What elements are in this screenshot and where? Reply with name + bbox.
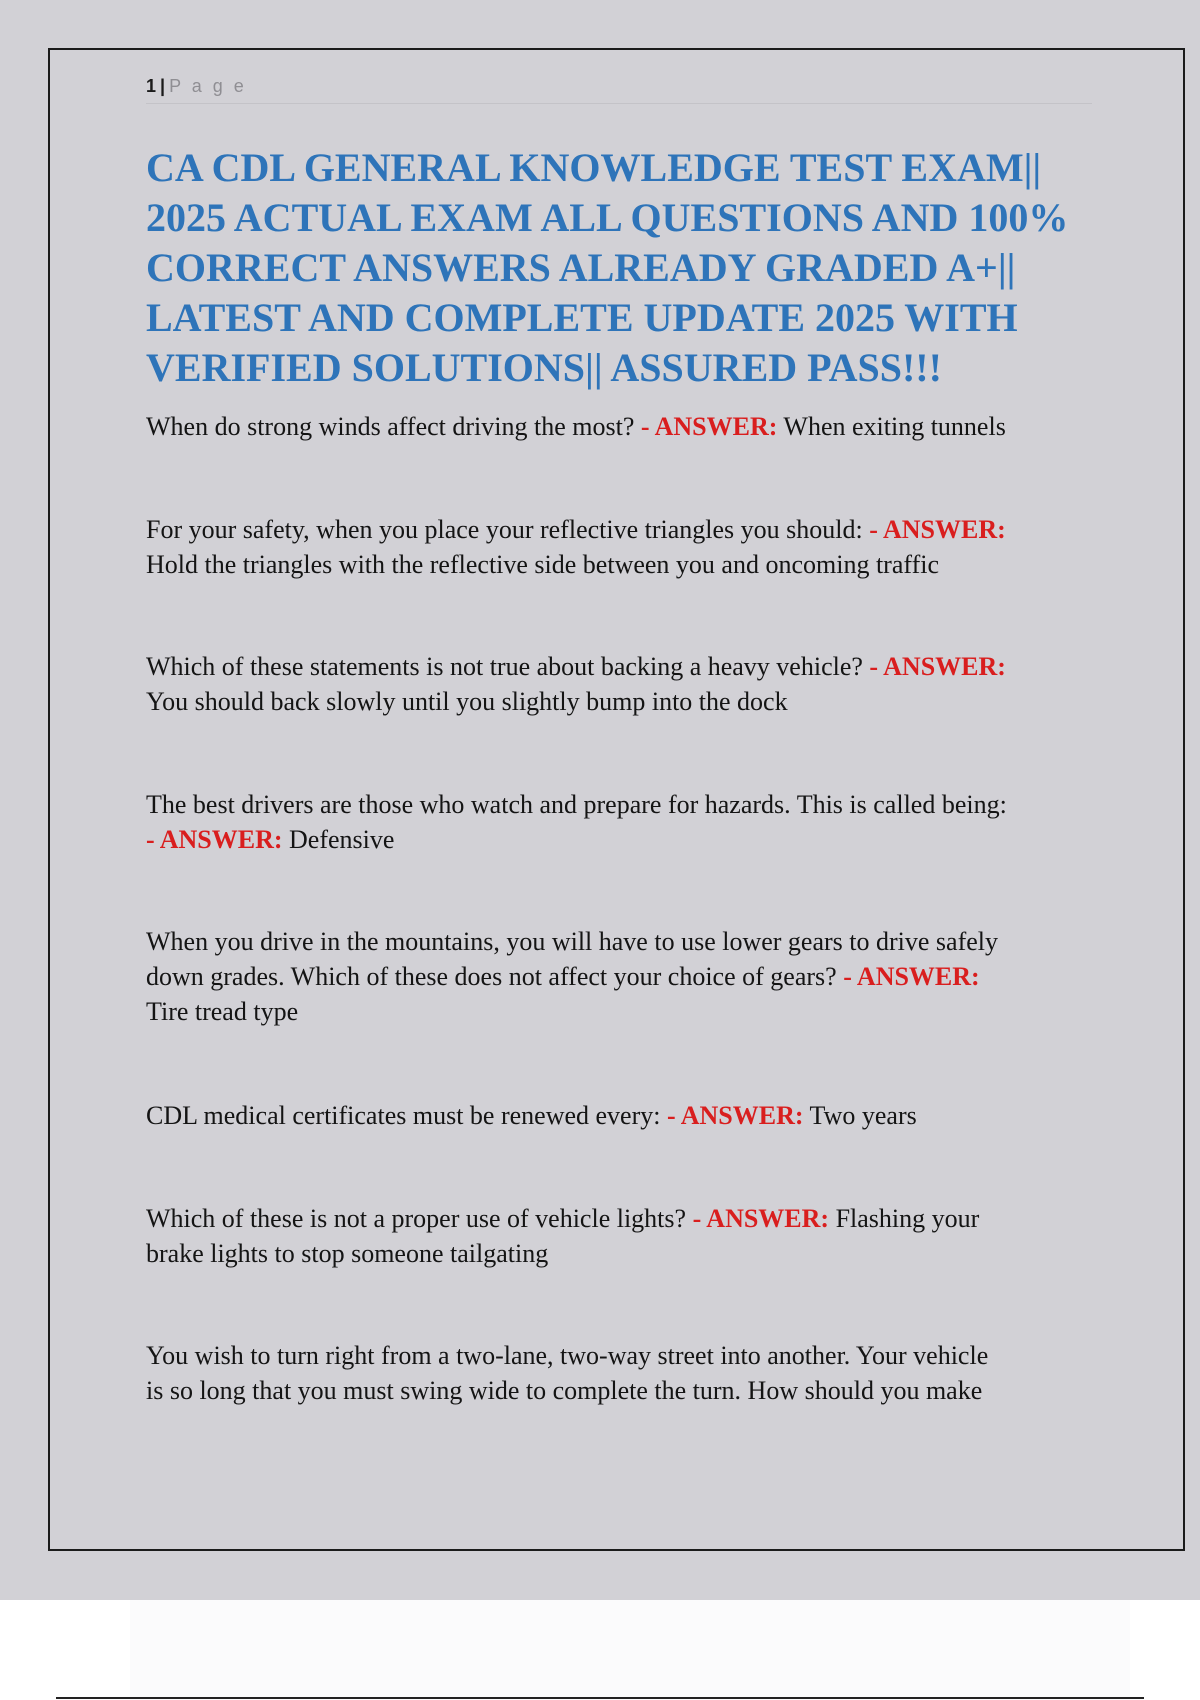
page-number: 1 (146, 76, 157, 96)
answer-text: Defensive (282, 825, 395, 854)
answer-text: Two years (803, 1101, 917, 1130)
answer-text: Flashing your (829, 1204, 980, 1233)
question-item (146, 1338, 1096, 1408)
question-text: Which of these is not a proper use of vehicle lights? (146, 1204, 693, 1233)
answer-text: brake lights to stop someone tailgating (146, 1239, 549, 1268)
question-text: is so long that you must swing wide to complete the turn. How should you make (146, 1376, 983, 1405)
question-item (146, 924, 1096, 1029)
question-text: down grades. Which of these does not affect your choice of gears? (146, 962, 844, 991)
page-separator: | (160, 76, 166, 96)
title-line: 2025 ACTUAL EXAM ALL QUESTIONS AND 100% (146, 195, 1069, 240)
question-item (146, 1098, 1096, 1133)
page-label: P a g e (169, 76, 247, 96)
page-header (146, 74, 1092, 104)
question-text: For your safety, when you place your reflective triangles you should: (146, 515, 870, 544)
answer-label: - ANSWER: (146, 825, 283, 854)
title-line: VERIFIED SOLUTIONS|| ASSURED PASS!!! (146, 345, 942, 390)
answer-label: - ANSWER: (869, 652, 1006, 681)
next-page-preview (130, 1600, 1130, 1700)
answer-label: - ANSWER: (692, 1204, 830, 1233)
answer-label: - ANSWER: (869, 515, 1006, 544)
question-text: Which of these statements is not true about backing a heavy vehicle? (146, 652, 870, 681)
title-line: CORRECT ANSWERS ALREADY GRADED A+|| (146, 245, 1016, 290)
answer-label: - ANSWER: (843, 962, 980, 991)
question-text: When do strong winds affect driving the most? (146, 412, 641, 441)
question-item (146, 512, 1096, 582)
question-text: When you drive in the mountains, you will have to use lower gears to drive safely (146, 927, 999, 956)
answer-text: When exiting tunnels (777, 412, 1006, 441)
question-item (146, 649, 1096, 719)
title-line: CA CDL GENERAL KNOWLEDGE TEST EXAM|| (146, 145, 1042, 190)
answer-label: - ANSWER: (640, 412, 778, 441)
question-item (146, 409, 1096, 444)
answer-text: You should back slowly until you slightly bump into the dock (146, 687, 788, 716)
question-item (146, 787, 1096, 857)
question-text: CDL medical certificates must be renewed every: (146, 1101, 667, 1130)
answer-label: - ANSWER: (666, 1101, 804, 1130)
document-title (146, 143, 1096, 393)
question-text: The best drivers are those who watch and prepare for hazards. This is called being: (146, 790, 1007, 819)
question-text: You wish to turn right from a two-lane, two-way street into another. Your vehicle (146, 1341, 989, 1370)
title-line: LATEST AND COMPLETE UPDATE 2025 WITH (146, 295, 1018, 340)
answer-text: Tire tread type (146, 997, 299, 1026)
divider (56, 1697, 1144, 1699)
question-item (146, 1201, 1096, 1271)
answer-text: Hold the triangles with the reflective side between you and oncoming traffic (146, 550, 939, 579)
